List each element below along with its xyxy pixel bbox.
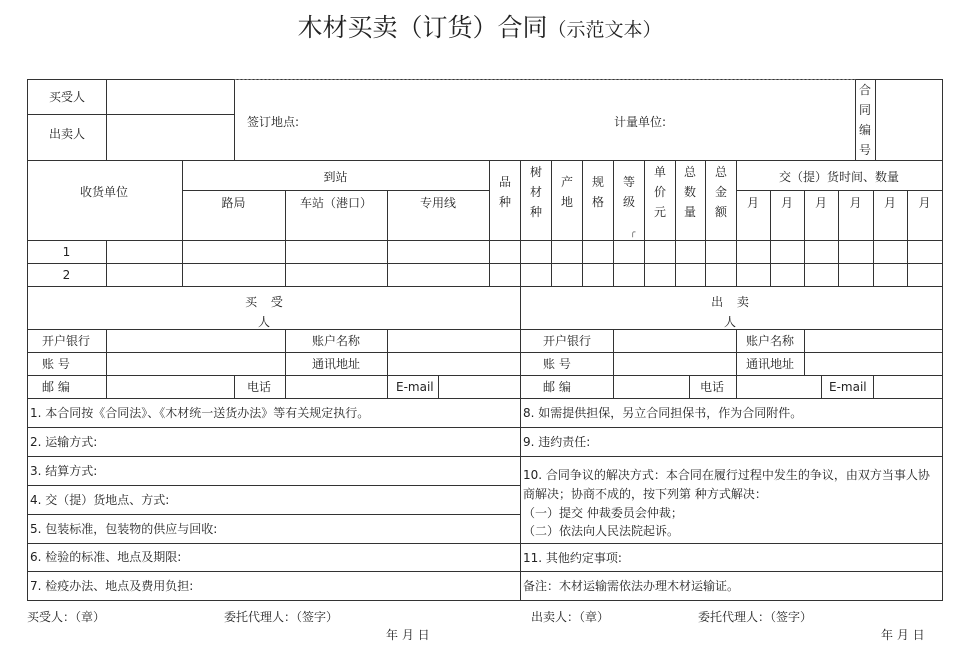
seller-agent-signature: 委托代理人：（签字） [698, 610, 813, 624]
term-5: 5. 包装标准，包装物的供应与回收: [30, 522, 218, 536]
month-label: 月 [814, 196, 827, 210]
buyer-address-label: 通讯地址 [312, 357, 361, 371]
title-main: 木材买卖（订货）合同 [297, 13, 548, 42]
term-9: 9. 违约责任: [523, 435, 591, 449]
month-label: 月 [849, 196, 862, 210]
buyer-account-name-label: 账户名称 [312, 334, 361, 348]
small-mark: ╭ [630, 228, 636, 238]
seller-bank-label: 开户银行 [543, 334, 592, 348]
seller-address-label: 通讯地址 [746, 357, 795, 371]
measure-unit-label: 计量单位: [614, 115, 667, 129]
term-2: 2. 运输方式: [30, 435, 98, 449]
seller-account-no-label: 账 号 [543, 357, 571, 371]
term-11: 11. 其他约定事项: [523, 551, 622, 565]
buyer-party-heading: 买 受 人 [245, 295, 283, 329]
month-label: 月 [780, 196, 793, 210]
buyer-signature: 买受人：（章） [27, 610, 106, 624]
buyer-phone-label: 电话 [247, 380, 272, 394]
term-8: 8. 如需提供担保，另立合同担保书，作为合同附件。 [523, 406, 803, 420]
row-number-2: 2 [62, 268, 71, 282]
wood-species-label: 树材种 [529, 165, 542, 219]
seller-account-name-label: 账户名称 [746, 334, 795, 348]
delivery-label: 交（提）货时间、数量 [778, 170, 899, 184]
unit-price-label: 单价元 [653, 165, 666, 219]
receiver-label: 收货单位 [80, 185, 129, 199]
term-7: 7. 检疫办法、地点及费用负担: [30, 579, 194, 593]
spec-label: 规格 [591, 175, 604, 209]
month-label: 月 [883, 196, 896, 210]
term-4: 4. 交（提）货地点、方式: [30, 493, 170, 507]
road-bureau-label: 路局 [221, 196, 246, 210]
term-3: 3. 结算方式: [30, 464, 98, 478]
station-label: 到站 [323, 170, 348, 184]
term-10-line-4: （二）依法向人民法院起诉。 [523, 524, 680, 538]
sign-place-label: 签订地点: [247, 115, 300, 129]
total-amount-label: 总金额 [714, 165, 727, 219]
special-line-label: 专用线 [419, 196, 456, 210]
seller-label: 出卖人 [49, 127, 86, 141]
variety-label: 品种 [498, 175, 511, 209]
buyer-postcode-label: 邮 编 [42, 380, 70, 394]
seller-signature: 出卖人：（章） [531, 610, 610, 624]
buyer-date: 年 月 日 [386, 628, 430, 642]
row-number-1: 1 [62, 245, 71, 259]
station-port-label: 车站（港口） [299, 196, 372, 210]
buyer-bank-label: 开户银行 [42, 334, 91, 348]
seller-party-heading: 出 卖 人 [711, 295, 749, 329]
buyer-label: 买受人 [49, 90, 86, 104]
total-qty-label: 总数量 [683, 165, 696, 219]
title-sub: （示范文本） [547, 19, 662, 41]
seller-date: 年 月 日 [881, 628, 925, 642]
grade-label: 等级 [622, 175, 635, 209]
term-1: 1. 本合同按《合同法》、《木材统一送货办法》等有关规定执行。 [30, 406, 370, 420]
seller-postcode-label: 邮 编 [543, 380, 571, 394]
buyer-account-no-label: 账 号 [42, 357, 70, 371]
term-10-line-3: （一）提交 仲裁委员会仲裁； [523, 506, 683, 520]
month-label: 月 [746, 196, 759, 210]
note: 备注：木材运输需依法办理木材运输证。 [523, 579, 740, 593]
seller-phone-label: 电话 [700, 380, 725, 394]
seller-email-label: E-mail [829, 380, 867, 394]
origin-label: 产地 [560, 175, 573, 209]
contract-no-label: 合同编号 [858, 83, 871, 157]
term-6: 6. 检验的标准、地点及期限: [30, 550, 182, 564]
term-10-line-1: 10. 合同争议的解决方式：本合同在履行过程中发生的争议，由双方当事人协 [523, 468, 930, 482]
buyer-agent-signature: 委托代理人：（签字） [224, 610, 339, 624]
term-10-line-2: 商解决；协商不成的，按下列第 种方式解决： [523, 487, 767, 501]
buyer-email-label: E-mail [396, 380, 434, 394]
month-label: 月 [918, 196, 931, 210]
